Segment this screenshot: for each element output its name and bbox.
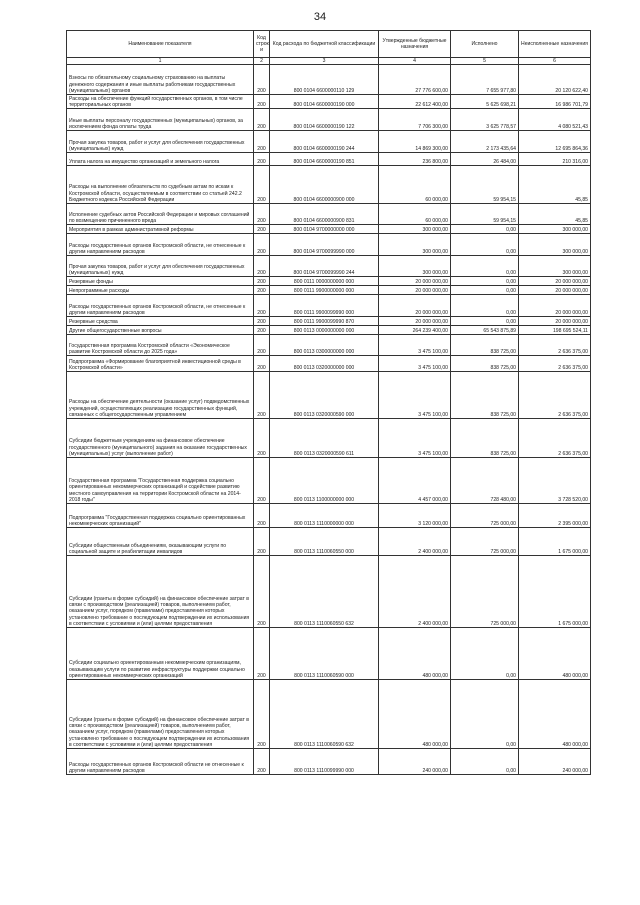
row-executed-amount: 0,00 bbox=[451, 749, 519, 775]
row-line-code: 200 bbox=[254, 131, 270, 153]
row-executed-amount: 2 173 435,64 bbox=[451, 131, 519, 153]
row-remaining-amount: 300 000,00 bbox=[519, 256, 591, 277]
row-approved-amount: 2 400 000,00 bbox=[379, 528, 451, 556]
row-executed-amount: 0,00 bbox=[451, 234, 519, 256]
row-indicator-name: Расходы государственных органов Костромской области, не отнесенные к другим направлениям расходов bbox=[67, 295, 254, 317]
row-approved-amount: 3 475 100,00 bbox=[379, 335, 451, 356]
row-executed-amount: 5 625 698,21 bbox=[451, 95, 519, 109]
table-row bbox=[67, 109, 591, 131]
row-line-code: 200 bbox=[254, 749, 270, 775]
row-executed-amount: 0,00 bbox=[451, 225, 519, 234]
table-row bbox=[67, 234, 591, 256]
row-line-code: 200 bbox=[254, 356, 270, 372]
row-indicator-name: Расходы государственных органов Костромской области не отнесенные к другим направлениям расходов bbox=[67, 749, 254, 775]
row-budget-code: 800 0113 0300000000 000 bbox=[270, 335, 379, 356]
row-budget-code: 800 0111 9900099990 870 bbox=[270, 317, 379, 326]
row-executed-amount: 0,00 bbox=[451, 295, 519, 317]
row-indicator-name: Расходы на обеспечение деятельности (оказание услуг) подведомственных учреждений, осуществляющих реализацию государственных функций, связанных с общегосударственным управлением bbox=[67, 372, 254, 419]
row-indicator-name: Исполнение судебных актов Российской Федерации и мировых соглашений по возмещению причиненного вреда bbox=[67, 204, 254, 225]
row-approved-amount: 3 475 100,00 bbox=[379, 419, 451, 458]
row-remaining-amount: 45,85 bbox=[519, 204, 591, 225]
row-remaining-amount: 16 986 701,79 bbox=[519, 95, 591, 109]
row-line-code: 200 bbox=[254, 286, 270, 295]
row-approved-amount: 3 475 100,00 bbox=[379, 356, 451, 372]
row-indicator-name: Непрограммные расходы bbox=[67, 286, 254, 295]
row-line-code: 200 bbox=[254, 204, 270, 225]
row-budget-code: 800 0111 0000000000 000 bbox=[270, 277, 379, 286]
row-budget-code: 800 0104 6600000190 000 bbox=[270, 95, 379, 109]
row-executed-amount: 0,00 bbox=[451, 317, 519, 326]
row-budget-code: 800 0113 0320000000 000 bbox=[270, 356, 379, 372]
row-executed-amount: 65 543 875,89 bbox=[451, 326, 519, 335]
row-line-code: 200 bbox=[254, 628, 270, 680]
row-line-code: 200 bbox=[254, 153, 270, 166]
row-budget-code: 800 0113 1110060550 632 bbox=[270, 556, 379, 628]
table-body bbox=[67, 65, 591, 775]
row-line-code: 200 bbox=[254, 326, 270, 335]
row-approved-amount: 3 475 100,00 bbox=[379, 372, 451, 419]
row-line-code: 200 bbox=[254, 166, 270, 204]
row-line-code: 200 bbox=[254, 256, 270, 277]
row-indicator-name: Прочая закупка товаров, работ и услуг для обеспечения государственных (муниципальных) нужд bbox=[67, 256, 254, 277]
row-executed-amount: 0,00 bbox=[451, 256, 519, 277]
row-line-code: 200 bbox=[254, 419, 270, 458]
table-row bbox=[67, 153, 591, 166]
row-line-code: 200 bbox=[254, 317, 270, 326]
table-row bbox=[67, 277, 591, 286]
row-remaining-amount: 2 636 375,00 bbox=[519, 356, 591, 372]
row-executed-amount: 26 484,00 bbox=[451, 153, 519, 166]
column-number: 4 bbox=[379, 58, 451, 65]
row-indicator-name: Субсидии бюджетным учреждениям на финансовое обеспечение государственного (муниципального) задания на оказание государственных (муниципальных) услуг (выполнение работ) bbox=[67, 419, 254, 458]
row-approved-amount: 20 000 000,00 bbox=[379, 286, 451, 295]
row-budget-code: 800 0113 1110099990 000 bbox=[270, 749, 379, 775]
row-remaining-amount: 12 695 864,36 bbox=[519, 131, 591, 153]
row-budget-code: 800 0104 6600000190 244 bbox=[270, 131, 379, 153]
row-approved-amount: 20 000 000,00 bbox=[379, 295, 451, 317]
row-line-code: 200 bbox=[254, 225, 270, 234]
table-row bbox=[67, 295, 591, 317]
row-indicator-name: Резервные средства bbox=[67, 317, 254, 326]
table-row bbox=[67, 225, 591, 234]
table-row bbox=[67, 317, 591, 326]
column-number: 2 bbox=[254, 58, 270, 65]
table-row bbox=[67, 556, 591, 628]
row-approved-amount: 300 000,00 bbox=[379, 234, 451, 256]
row-executed-amount: 59 954,15 bbox=[451, 204, 519, 225]
row-budget-code: 800 0113 1110060550 000 bbox=[270, 528, 379, 556]
row-budget-code: 800 0111 9900000000 000 bbox=[270, 286, 379, 295]
row-indicator-name: Другие общегосударственные вопросы bbox=[67, 326, 254, 335]
row-executed-amount: 725 000,00 bbox=[451, 556, 519, 628]
table-row bbox=[67, 335, 591, 356]
row-line-code: 200 bbox=[254, 458, 270, 504]
row-line-code: 200 bbox=[254, 277, 270, 286]
row-budget-code: 800 0113 1100000000 000 bbox=[270, 458, 379, 504]
row-line-code: 200 bbox=[254, 295, 270, 317]
row-remaining-amount: 198 695 524,11 bbox=[519, 326, 591, 335]
row-approved-amount: 4 457 000,00 bbox=[379, 458, 451, 504]
row-executed-amount: 838 725,00 bbox=[451, 372, 519, 419]
row-line-code: 200 bbox=[254, 65, 270, 95]
row-remaining-amount: 20 120 622,40 bbox=[519, 65, 591, 95]
header-executed: Исполнено bbox=[451, 31, 519, 58]
row-remaining-amount: 210 316,00 bbox=[519, 153, 591, 166]
table-row bbox=[67, 65, 591, 95]
row-line-code: 200 bbox=[254, 95, 270, 109]
header-budget-code: Код расхода по бюджетной классификации bbox=[270, 31, 379, 58]
row-remaining-amount: 20 000 000,00 bbox=[519, 277, 591, 286]
row-budget-code: 800 0113 0000000000 000 bbox=[270, 326, 379, 335]
row-budget-code: 800 0111 9900099990 000 bbox=[270, 295, 379, 317]
table-row bbox=[67, 204, 591, 225]
row-remaining-amount: 1 675 000,00 bbox=[519, 528, 591, 556]
row-budget-code: 800 0104 9700099990 000 bbox=[270, 234, 379, 256]
column-number: 6 bbox=[519, 58, 591, 65]
row-approved-amount: 20 000 000,00 bbox=[379, 277, 451, 286]
budget-execution-table bbox=[66, 30, 591, 775]
row-remaining-amount: 2 636 375,00 bbox=[519, 419, 591, 458]
row-approved-amount: 236 800,00 bbox=[379, 153, 451, 166]
row-approved-amount: 300 000,00 bbox=[379, 256, 451, 277]
row-executed-amount: 0,00 bbox=[451, 277, 519, 286]
page-number: 34 bbox=[313, 11, 327, 23]
row-indicator-name: Резервные фонды bbox=[67, 277, 254, 286]
row-indicator-name: Государственная программа Костромской области «Экономическое развитие Костромской области до 2025 года» bbox=[67, 335, 254, 356]
row-budget-code: 800 0113 1110060590 000 bbox=[270, 628, 379, 680]
row-indicator-name: Субсидии (гранты в форме субсидий) на финансовое обеспечение затрат в связи с производством (реализацией) товаров, выполнением работ, оказанием услуг, порядком (правилами) предоставления которых установлено требование о последующем подтверждении их использования в соответствии с условиями и (или) целями предоставления bbox=[67, 556, 254, 628]
row-line-code: 200 bbox=[254, 372, 270, 419]
table-row bbox=[67, 286, 591, 295]
row-indicator-name: Государственная программа "Государственная поддержка социально ориентированных некоммерческих организаций и содействие развитию местного самоуправления на территории Костромской области на 2014-2018 годы" bbox=[67, 458, 254, 504]
row-executed-amount: 3 625 778,57 bbox=[451, 109, 519, 131]
row-executed-amount: 838 725,00 bbox=[451, 419, 519, 458]
column-number: 5 bbox=[451, 58, 519, 65]
header-line-code: Код строк и bbox=[254, 31, 270, 58]
row-budget-code: 800 0104 6600000190 122 bbox=[270, 109, 379, 131]
row-approved-amount: 264 239 400,00 bbox=[379, 326, 451, 335]
row-line-code: 200 bbox=[254, 680, 270, 749]
table-row bbox=[67, 131, 591, 153]
row-approved-amount: 480 000,00 bbox=[379, 680, 451, 749]
row-remaining-amount: 480 000,00 bbox=[519, 628, 591, 680]
row-executed-amount: 728 480,00 bbox=[451, 458, 519, 504]
row-indicator-name: Мероприятия в рамках административной реформы bbox=[67, 225, 254, 234]
row-budget-code: 800 0113 1110000000 000 bbox=[270, 504, 379, 528]
row-remaining-amount: 240 000,00 bbox=[519, 749, 591, 775]
table-row bbox=[67, 372, 591, 419]
row-approved-amount: 20 000 000,00 bbox=[379, 317, 451, 326]
row-executed-amount: 725 000,00 bbox=[451, 504, 519, 528]
row-approved-amount: 2 400 000,00 bbox=[379, 556, 451, 628]
table-row bbox=[67, 628, 591, 680]
header-remaining: Неисполненные назначения bbox=[519, 31, 591, 58]
row-budget-code: 800 0104 9700000000 000 bbox=[270, 225, 379, 234]
table-row bbox=[67, 504, 591, 528]
table-row bbox=[67, 326, 591, 335]
row-indicator-name: Расходы на обеспечение функций государственных органов, в том числе территориальных органов bbox=[67, 95, 254, 109]
row-indicator-name: Подпрограмма «Формирование благоприятной инвестиционной среды в Костромской области» bbox=[67, 356, 254, 372]
row-remaining-amount: 2 636 375,00 bbox=[519, 372, 591, 419]
row-line-code: 200 bbox=[254, 504, 270, 528]
row-remaining-amount: 45,85 bbox=[519, 166, 591, 204]
table-row bbox=[67, 680, 591, 749]
row-approved-amount: 14 869 300,00 bbox=[379, 131, 451, 153]
row-remaining-amount: 2 395 000,00 bbox=[519, 504, 591, 528]
header-approved: Утвержденные бюджетные назначения bbox=[379, 31, 451, 58]
row-line-code: 200 bbox=[254, 234, 270, 256]
row-approved-amount: 240 000,00 bbox=[379, 749, 451, 775]
column-number: 3 bbox=[270, 58, 379, 65]
header-indicator-name: Наименование показателя bbox=[67, 31, 254, 58]
row-indicator-name: Расходы государственных органов Костромской области, не отнесенные к другим направлениям расходов bbox=[67, 234, 254, 256]
column-number-row bbox=[67, 58, 591, 65]
row-budget-code: 800 0113 1110060590 632 bbox=[270, 680, 379, 749]
row-approved-amount: 60 000,00 bbox=[379, 204, 451, 225]
row-indicator-name: Прочая закупка товаров, работ и услуг для обеспечения государственных (муниципальных) нужд bbox=[67, 131, 254, 153]
row-line-code: 200 bbox=[254, 528, 270, 556]
row-remaining-amount: 20 000 000,00 bbox=[519, 286, 591, 295]
row-indicator-name: Подпрограмма "Государственная поддержка социально ориентированных некоммерческих организаций" bbox=[67, 504, 254, 528]
row-approved-amount: 60 000,00 bbox=[379, 166, 451, 204]
row-line-code: 200 bbox=[254, 335, 270, 356]
row-executed-amount: 7 655 977,80 bbox=[451, 65, 519, 95]
row-remaining-amount: 2 636 375,00 bbox=[519, 335, 591, 356]
row-budget-code: 800 0113 0320000590 611 bbox=[270, 419, 379, 458]
row-indicator-name: Субсидии социально ориентированным некоммерческим организациям, оказывающим услуги по развитию инфраструктуры поддержки социально ориентированных некоммерческих организаций bbox=[67, 628, 254, 680]
column-number: 1 bbox=[67, 58, 254, 65]
row-line-code: 200 bbox=[254, 109, 270, 131]
table-row bbox=[67, 166, 591, 204]
row-budget-code: 800 0104 6600000190 851 bbox=[270, 153, 379, 166]
row-approved-amount: 480 000,00 bbox=[379, 628, 451, 680]
row-indicator-name: Субсидии общественным объединениям, оказывающим услуги по социальной защите и реабилитации инвалидов bbox=[67, 528, 254, 556]
row-remaining-amount: 480 000,00 bbox=[519, 680, 591, 749]
row-indicator-name: Расходы на выполнение обязательств по судебным актам по искам к Костромской области, осуществляемым в соответствии со статьей 242.2 Бюджетного кодекса Российской Федерации bbox=[67, 166, 254, 204]
row-indicator-name: Взносы по обязательному социальному страхованию на выплаты денежного содержания и иные выплаты работникам государственных (муниципальных) органов bbox=[67, 65, 254, 95]
row-budget-code: 800 0104 6600000900 831 bbox=[270, 204, 379, 225]
row-executed-amount: 0,00 bbox=[451, 628, 519, 680]
row-approved-amount: 27 776 600,00 bbox=[379, 65, 451, 95]
table-row bbox=[67, 458, 591, 504]
row-remaining-amount: 300 000,00 bbox=[519, 234, 591, 256]
row-executed-amount: 838 725,00 bbox=[451, 356, 519, 372]
row-executed-amount: 59 954,15 bbox=[451, 166, 519, 204]
row-budget-code: 800 0104 6600000900 000 bbox=[270, 166, 379, 204]
row-indicator-name: Уплата налога на имущество организаций и земельного налога bbox=[67, 153, 254, 166]
row-executed-amount: 725 000,00 bbox=[451, 528, 519, 556]
table-row bbox=[67, 749, 591, 775]
row-approved-amount: 22 612 400,00 bbox=[379, 95, 451, 109]
row-remaining-amount: 20 000 000,00 bbox=[519, 317, 591, 326]
row-budget-code: 800 0113 0320000590 000 bbox=[270, 372, 379, 419]
row-budget-code: 800 0104 9700099990 244 bbox=[270, 256, 379, 277]
row-remaining-amount: 4 080 521,43 bbox=[519, 109, 591, 131]
table-row bbox=[67, 95, 591, 109]
row-indicator-name: Иные выплаты персоналу государственных (муниципальных) органов, за исключением фонда оплаты труда bbox=[67, 109, 254, 131]
row-remaining-amount: 3 728 520,00 bbox=[519, 458, 591, 504]
row-approved-amount: 3 120 000,00 bbox=[379, 504, 451, 528]
table-row bbox=[67, 419, 591, 458]
row-line-code: 200 bbox=[254, 556, 270, 628]
row-indicator-name: Субсидии (гранты в форме субсидий) на финансовое обеспечение затрат в связи с производством (реализацией) товаров, выполнением работ, оказанием услуг, порядком (правилами) предоставления которых установлено требование о последующем подтверждении их использования в соответствии с условиями и (или) целями предоставления bbox=[67, 680, 254, 749]
row-remaining-amount: 300 000,00 bbox=[519, 225, 591, 234]
row-remaining-amount: 1 675 000,00 bbox=[519, 556, 591, 628]
row-executed-amount: 0,00 bbox=[451, 680, 519, 749]
row-executed-amount: 838 725,00 bbox=[451, 335, 519, 356]
table-header-row bbox=[67, 31, 591, 58]
table-row bbox=[67, 356, 591, 372]
row-remaining-amount: 20 000 000,00 bbox=[519, 295, 591, 317]
row-budget-code: 800 0104 6600000110 129 bbox=[270, 65, 379, 95]
table-row bbox=[67, 528, 591, 556]
row-approved-amount: 7 706 300,00 bbox=[379, 109, 451, 131]
table-row bbox=[67, 256, 591, 277]
row-approved-amount: 300 000,00 bbox=[379, 225, 451, 234]
row-executed-amount: 0,00 bbox=[451, 286, 519, 295]
